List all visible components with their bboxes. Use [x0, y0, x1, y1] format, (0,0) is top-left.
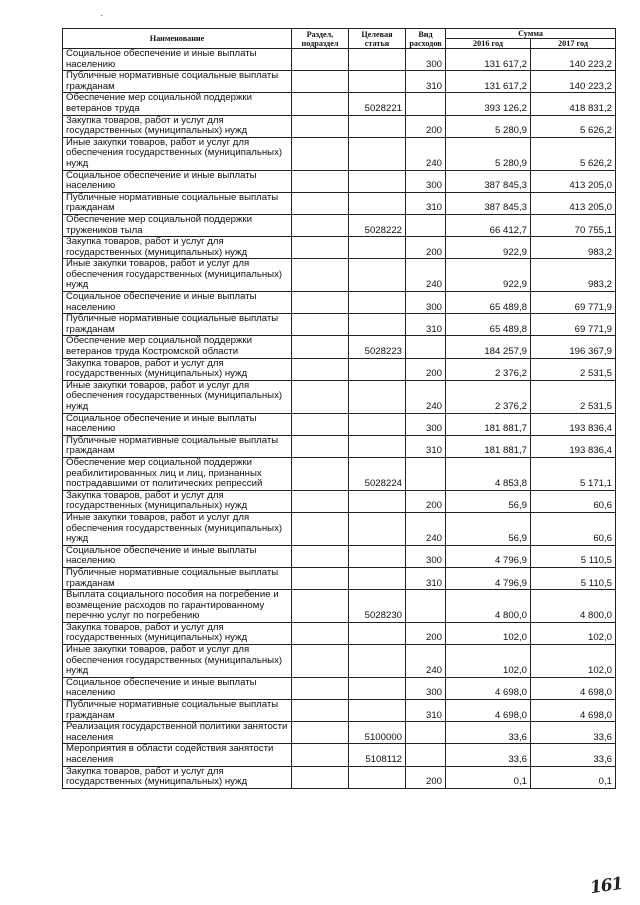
- cell-2016: 4 698,0: [446, 677, 531, 699]
- cell-type: 200: [406, 622, 446, 644]
- cell-section: [292, 435, 349, 457]
- cell-section: [292, 677, 349, 699]
- cell-type: 310: [406, 71, 446, 93]
- cell-name: Обеспечение мер социальной поддержки ветеранов труда Костромской области: [63, 336, 292, 358]
- cell-type: [406, 457, 446, 490]
- table-row: [63, 71, 616, 93]
- cell-2017: 0,1: [531, 766, 616, 788]
- cell-type: 240: [406, 259, 446, 292]
- header-name: Наименование: [63, 29, 292, 49]
- cell-2016: 184 257,9: [446, 336, 531, 358]
- cell-name: Социальное обеспечение и иные выплаты населению: [63, 170, 292, 192]
- cell-2016: 102,0: [446, 622, 531, 644]
- cell-2016: 102,0: [446, 645, 531, 678]
- cell-section: [292, 700, 349, 722]
- cell-2017: 60,6: [531, 512, 616, 545]
- cell-2017: 5 110,5: [531, 567, 616, 589]
- table-row: [63, 700, 616, 722]
- table-row: [63, 567, 616, 589]
- cell-2016: 4 853,8: [446, 457, 531, 490]
- header-type: Вид расходов: [406, 29, 446, 49]
- cell-name: Публичные нормативные социальные выплаты гражданам: [63, 71, 292, 93]
- cell-2016: 56,9: [446, 512, 531, 545]
- table-row: [63, 490, 616, 512]
- cell-type: [406, 590, 446, 623]
- cell-name: Обеспечение мер социальной поддержки тружеников тыла: [63, 214, 292, 236]
- table-row: [63, 49, 616, 71]
- header-sum: Сумма: [446, 29, 616, 39]
- cell-2017: 70 755,1: [531, 214, 616, 236]
- cell-name: Публичные нормативные социальные выплаты гражданам: [63, 567, 292, 589]
- cell-target: [349, 71, 406, 93]
- cell-type: 240: [406, 645, 446, 678]
- budget-table: [62, 28, 616, 789]
- cell-name: Публичные нормативные социальные выплаты гражданам: [63, 700, 292, 722]
- cell-section: [292, 622, 349, 644]
- cell-name: Публичные нормативные социальные выплаты гражданам: [63, 192, 292, 214]
- cell-2017: 196 367,9: [531, 336, 616, 358]
- cell-2016: 922,9: [446, 259, 531, 292]
- cell-target: [349, 677, 406, 699]
- cell-section: [292, 490, 349, 512]
- cell-target: [349, 545, 406, 567]
- cell-name: Закупка товаров, работ и услуг для государственных (муниципальных) нужд: [63, 490, 292, 512]
- header-year-2016: 2016 год: [446, 39, 531, 49]
- cell-type: 240: [406, 512, 446, 545]
- cell-2016: 0,1: [446, 766, 531, 788]
- cell-type: 310: [406, 435, 446, 457]
- cell-section: [292, 93, 349, 115]
- cell-name: Закупка товаров, работ и услуг для государственных (муниципальных) нужд: [63, 115, 292, 137]
- cell-target: [349, 137, 406, 170]
- cell-target: [349, 49, 406, 71]
- cell-section: [292, 413, 349, 435]
- cell-2016: 4 800,0: [446, 590, 531, 623]
- cell-2017: 102,0: [531, 645, 616, 678]
- cell-target: [349, 292, 406, 314]
- cell-type: [406, 722, 446, 744]
- table-row: [63, 380, 616, 413]
- cell-section: [292, 336, 349, 358]
- cell-target: [349, 192, 406, 214]
- cell-target: [349, 170, 406, 192]
- cell-name: Закупка товаров, работ и услуг для государственных (муниципальных) нужд: [63, 766, 292, 788]
- cell-name: Закупка товаров, работ и услуг для государственных (муниципальных) нужд: [63, 237, 292, 259]
- cell-section: [292, 237, 349, 259]
- cell-section: [292, 292, 349, 314]
- cell-2017: 33,6: [531, 722, 616, 744]
- cell-name: Социальное обеспечение и иные выплаты населению: [63, 677, 292, 699]
- cell-target: 5028223: [349, 336, 406, 358]
- cell-type: 300: [406, 545, 446, 567]
- cell-2017: 5 110,5: [531, 545, 616, 567]
- header-section: Раздел, подраздел: [292, 29, 349, 49]
- table-row: [63, 214, 616, 236]
- cell-2017: 5 626,2: [531, 115, 616, 137]
- cell-type: 200: [406, 115, 446, 137]
- cell-2016: 65 489,8: [446, 314, 531, 336]
- cell-target: [349, 766, 406, 788]
- cell-2017: 5 171,1: [531, 457, 616, 490]
- cell-section: [292, 512, 349, 545]
- cell-2016: 2 376,2: [446, 358, 531, 380]
- cell-type: [406, 744, 446, 766]
- cell-2016: 4 698,0: [446, 700, 531, 722]
- cell-2016: 33,6: [446, 722, 531, 744]
- cell-type: 310: [406, 192, 446, 214]
- cell-section: [292, 590, 349, 623]
- cell-2017: 983,2: [531, 237, 616, 259]
- cell-target: 5028222: [349, 214, 406, 236]
- cell-target: [349, 380, 406, 413]
- cell-type: 310: [406, 567, 446, 589]
- cell-target: [349, 490, 406, 512]
- cell-section: [292, 137, 349, 170]
- table-row: [63, 314, 616, 336]
- cell-type: 300: [406, 170, 446, 192]
- header-year-2017: 2017 год: [531, 39, 616, 49]
- cell-name: Обеспечение мер социальной поддержки реабилитированных лиц и лиц, признанных пострадавшими от политических репрессий: [63, 457, 292, 490]
- cell-type: 310: [406, 700, 446, 722]
- cell-target: [349, 700, 406, 722]
- stray-mark: ·: [100, 10, 104, 21]
- cell-type: 300: [406, 292, 446, 314]
- cell-2017: 193 836,4: [531, 435, 616, 457]
- table-row: [63, 677, 616, 699]
- cell-name: Публичные нормативные социальные выплаты гражданам: [63, 435, 292, 457]
- cell-2017: 2 531,5: [531, 380, 616, 413]
- cell-type: [406, 93, 446, 115]
- cell-2017: 413 205,0: [531, 170, 616, 192]
- cell-name: Иные закупки товаров, работ и услуг для обеспечения государственных (муниципальных) нужд: [63, 137, 292, 170]
- table-row: [63, 137, 616, 170]
- cell-type: 240: [406, 137, 446, 170]
- table-row: [63, 413, 616, 435]
- cell-section: [292, 115, 349, 137]
- table-row: [63, 435, 616, 457]
- cell-target: [349, 512, 406, 545]
- cell-type: [406, 214, 446, 236]
- cell-2017: 69 771,9: [531, 314, 616, 336]
- cell-name: Социальное обеспечение и иные выплаты населению: [63, 545, 292, 567]
- table-row: [63, 358, 616, 380]
- cell-type: 310: [406, 314, 446, 336]
- cell-target: [349, 413, 406, 435]
- cell-name: Реализация государственной политики занятости населения: [63, 722, 292, 744]
- cell-2017: 140 223,2: [531, 49, 616, 71]
- cell-target: [349, 314, 406, 336]
- cell-2017: 4 698,0: [531, 677, 616, 699]
- cell-name: Иные закупки товаров, работ и услуг для обеспечения государственных (муниципальных) нужд: [63, 645, 292, 678]
- cell-target: [349, 435, 406, 457]
- cell-section: [292, 314, 349, 336]
- cell-target: [349, 237, 406, 259]
- table-row: [63, 237, 616, 259]
- cell-2017: 5 626,2: [531, 137, 616, 170]
- cell-type: 200: [406, 490, 446, 512]
- cell-section: [292, 49, 349, 71]
- cell-type: 200: [406, 766, 446, 788]
- cell-section: [292, 457, 349, 490]
- cell-target: [349, 622, 406, 644]
- cell-name: Обеспечение мер социальной поддержки ветеранов труда: [63, 93, 292, 115]
- cell-2016: 2 376,2: [446, 380, 531, 413]
- cell-2016: 181 881,7: [446, 413, 531, 435]
- cell-section: [292, 214, 349, 236]
- cell-section: [292, 722, 349, 744]
- cell-2016: 922,9: [446, 237, 531, 259]
- cell-2016: 33,6: [446, 744, 531, 766]
- cell-2017: 4 698,0: [531, 700, 616, 722]
- cell-name: Иные закупки товаров, работ и услуг для обеспечения государственных (муниципальных) нужд: [63, 380, 292, 413]
- cell-name: Иные закупки товаров, работ и услуг для обеспечения государственных (муниципальных) нужд: [63, 512, 292, 545]
- cell-section: [292, 766, 349, 788]
- cell-type: 240: [406, 380, 446, 413]
- cell-target: 5100000: [349, 722, 406, 744]
- cell-target: [349, 259, 406, 292]
- cell-2016: 4 796,9: [446, 545, 531, 567]
- cell-type: 300: [406, 49, 446, 71]
- cell-2017: 60,6: [531, 490, 616, 512]
- cell-type: 200: [406, 358, 446, 380]
- table-row: [63, 722, 616, 744]
- cell-target: [349, 115, 406, 137]
- table-row: [63, 622, 616, 644]
- table-row: [63, 645, 616, 678]
- cell-name: Публичные нормативные социальные выплаты гражданам: [63, 314, 292, 336]
- table-row: [63, 336, 616, 358]
- table-row: [63, 170, 616, 192]
- table-row: [63, 590, 616, 623]
- table-row: [63, 259, 616, 292]
- cell-2016: 5 280,9: [446, 137, 531, 170]
- cell-target: 5108112: [349, 744, 406, 766]
- cell-section: [292, 170, 349, 192]
- cell-2016: 56,9: [446, 490, 531, 512]
- cell-2016: 387 845,3: [446, 192, 531, 214]
- cell-2016: 131 617,2: [446, 71, 531, 93]
- cell-name: Закупка товаров, работ и услуг для государственных (муниципальных) нужд: [63, 358, 292, 380]
- cell-target: [349, 358, 406, 380]
- cell-2017: 418 831,2: [531, 93, 616, 115]
- table-row: [63, 292, 616, 314]
- cell-2017: 4 800,0: [531, 590, 616, 623]
- table-row: [63, 545, 616, 567]
- page-number: 161: [588, 873, 624, 899]
- cell-section: [292, 545, 349, 567]
- cell-2017: 2 531,5: [531, 358, 616, 380]
- table-row: [63, 192, 616, 214]
- cell-name: Социальное обеспечение и иные выплаты населению: [63, 49, 292, 71]
- cell-2017: 193 836,4: [531, 413, 616, 435]
- cell-target: 5028230: [349, 590, 406, 623]
- cell-target: 5028221: [349, 93, 406, 115]
- cell-2016: 5 280,9: [446, 115, 531, 137]
- cell-type: [406, 336, 446, 358]
- table-row: [63, 93, 616, 115]
- cell-section: [292, 192, 349, 214]
- cell-section: [292, 567, 349, 589]
- cell-name: Выплата социального пособия на погребение и возмещение расходов по гарантированному перечню услуг по погребению: [63, 590, 292, 623]
- cell-2016: 387 845,3: [446, 170, 531, 192]
- cell-2017: 69 771,9: [531, 292, 616, 314]
- cell-2017: 33,6: [531, 744, 616, 766]
- table-row: [63, 512, 616, 545]
- cell-2017: 413 205,0: [531, 192, 616, 214]
- table-row: [63, 766, 616, 788]
- cell-name: Социальное обеспечение и иные выплаты населению: [63, 413, 292, 435]
- table-row: [63, 115, 616, 137]
- table-row: [63, 744, 616, 766]
- cell-2017: 140 223,2: [531, 71, 616, 93]
- table-row: [63, 457, 616, 490]
- cell-2016: 4 796,9: [446, 567, 531, 589]
- cell-2016: 131 617,2: [446, 49, 531, 71]
- cell-name: Иные закупки товаров, работ и услуг для обеспечения государственных (муниципальных) нужд: [63, 259, 292, 292]
- cell-target: 5028224: [349, 457, 406, 490]
- cell-name: Социальное обеспечение и иные выплаты населению: [63, 292, 292, 314]
- cell-2016: 65 489,8: [446, 292, 531, 314]
- header-target: Целевая статья: [349, 29, 406, 49]
- cell-target: [349, 645, 406, 678]
- cell-section: [292, 744, 349, 766]
- cell-target: [349, 567, 406, 589]
- cell-section: [292, 259, 349, 292]
- cell-2017: 983,2: [531, 259, 616, 292]
- cell-2016: 393 126,2: [446, 93, 531, 115]
- cell-2016: 66 412,7: [446, 214, 531, 236]
- cell-type: 300: [406, 413, 446, 435]
- cell-section: [292, 380, 349, 413]
- cell-2016: 181 881,7: [446, 435, 531, 457]
- cell-type: 300: [406, 677, 446, 699]
- cell-name: Закупка товаров, работ и услуг для государственных (муниципальных) нужд: [63, 622, 292, 644]
- cell-name: Мероприятия в области содействия занятости населения: [63, 744, 292, 766]
- cell-section: [292, 358, 349, 380]
- cell-2017: 102,0: [531, 622, 616, 644]
- cell-type: 200: [406, 237, 446, 259]
- cell-section: [292, 71, 349, 93]
- cell-section: [292, 645, 349, 678]
